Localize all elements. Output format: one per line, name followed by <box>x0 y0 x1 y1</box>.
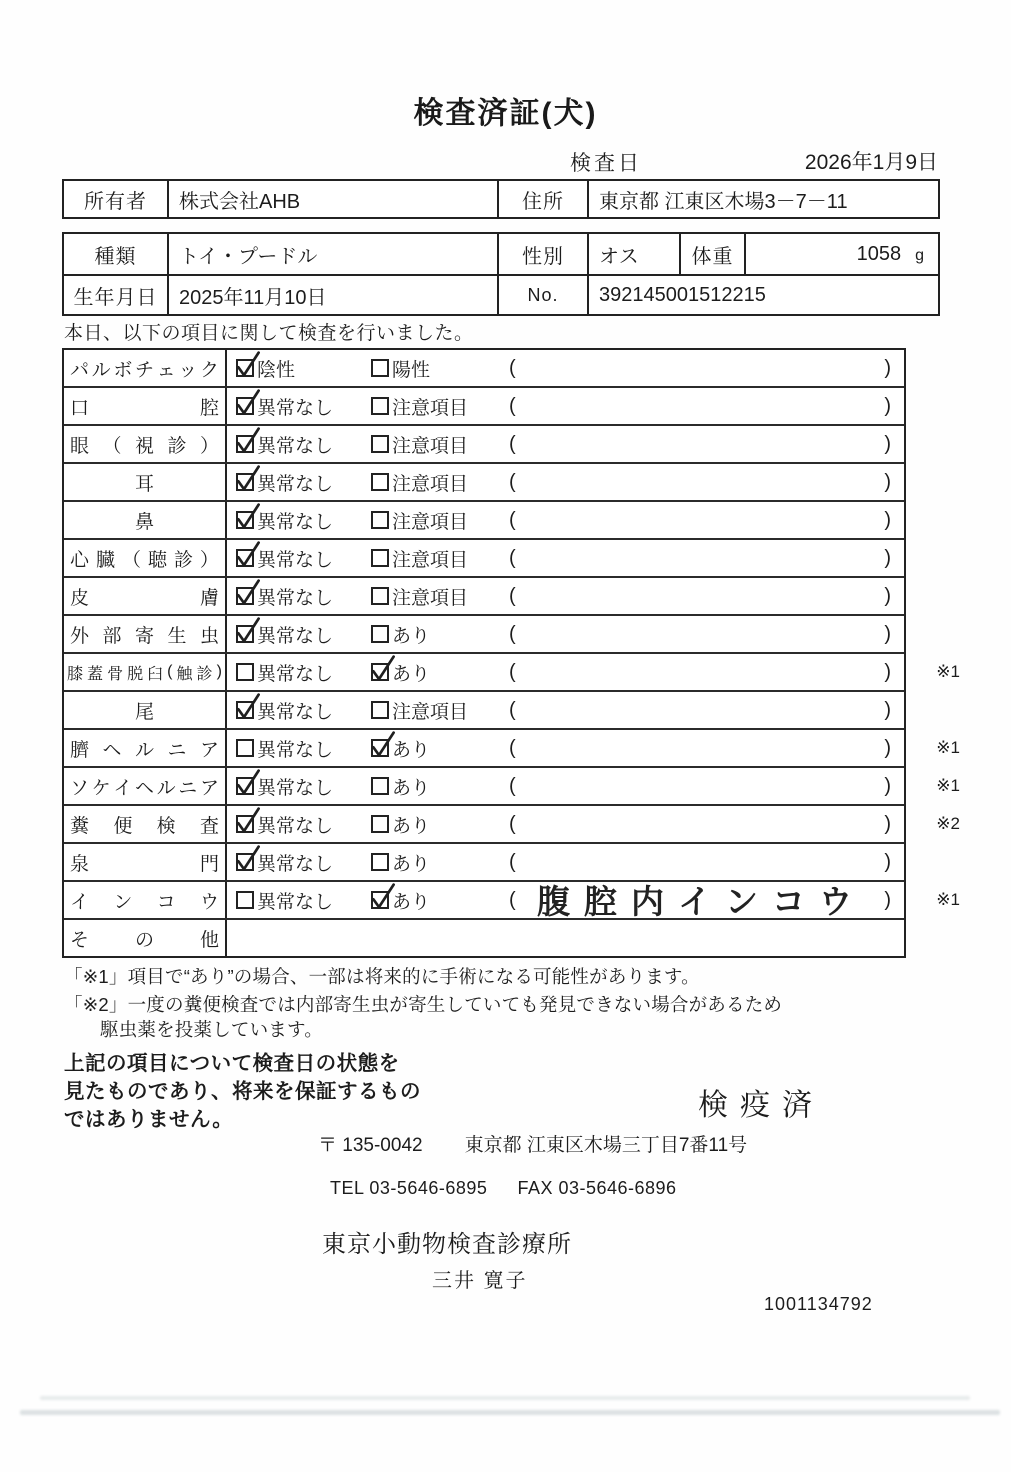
clinic-phone-line <box>330 1178 677 1199</box>
option-2 <box>371 350 430 386</box>
option-label: 異常なし <box>257 435 334 457</box>
option-label: 異常なし <box>257 815 334 837</box>
exam-row-content <box>229 616 904 652</box>
empty-checkbox-icon <box>371 701 389 719</box>
option-1 <box>236 654 333 690</box>
option-1 <box>236 806 333 842</box>
address-value: 東京都 江東区木場3－7－11 <box>587 181 938 217</box>
option-2 <box>371 502 468 538</box>
no-value: 392145001512215 <box>587 276 938 314</box>
option-1 <box>236 882 333 918</box>
exam-row-content <box>229 388 904 424</box>
exam-row <box>64 730 960 768</box>
weight-value: 1058 <box>856 242 902 265</box>
handwritten-remark: 腹腔内インコウ <box>537 881 866 921</box>
owner-table <box>62 179 940 219</box>
checked-checkbox-icon <box>236 397 254 415</box>
option-2 <box>371 464 468 500</box>
option-1 <box>236 388 333 424</box>
paren-close: ) <box>884 394 891 417</box>
paren-open: ( <box>509 356 516 379</box>
empty-checkbox-icon <box>371 511 389 529</box>
exam-row-content <box>229 768 904 804</box>
birth-value: 2025年11月10日 <box>167 276 497 314</box>
disclaimer-line1: 上記の項目について検査日の状態を <box>64 1052 400 1075</box>
option-2 <box>371 426 468 462</box>
exam-row <box>64 502 904 540</box>
option-label: あり <box>392 853 431 875</box>
paren-open: ( <box>509 660 516 683</box>
option-2 <box>371 578 468 614</box>
exam-row-note: ※1 <box>936 776 960 795</box>
exam-row-note: ※2 <box>936 814 960 833</box>
inspection-date-value: 2026年1月9日 <box>804 151 938 174</box>
paren-open: ( <box>509 470 516 493</box>
empty-checkbox-icon <box>371 549 389 567</box>
option-1 <box>236 692 333 728</box>
option-1 <box>236 464 333 500</box>
paren-open: ( <box>509 394 516 417</box>
option-label: 異常なし <box>257 625 334 647</box>
clinic-postal-line <box>318 1130 747 1157</box>
option-label: 異常なし <box>257 853 334 875</box>
empty-checkbox-icon <box>371 625 389 643</box>
exam-row <box>64 654 960 692</box>
exam-item-label: イ ン コ ウ <box>64 882 227 918</box>
option-label: 異常なし <box>257 473 334 495</box>
paren-open: ( <box>509 812 516 835</box>
footnote-2-line1: 「※2」一度の糞便検査では内部寄生虫が寄生していても発見できない場合があるため <box>64 994 783 1015</box>
weight-label: 体重 <box>679 234 744 274</box>
checked-checkbox-icon <box>236 701 254 719</box>
option-label: 注意項目 <box>392 397 469 419</box>
empty-checkbox-icon <box>236 663 254 681</box>
option-1 <box>236 768 333 804</box>
veterinarian-name: 三井 寛子 <box>432 1270 528 1292</box>
checked-checkbox-icon <box>236 815 254 833</box>
sex-value: オス <box>587 234 679 274</box>
paren-close: ) <box>884 622 891 645</box>
option-2 <box>371 654 430 690</box>
scan-artifact <box>40 1396 970 1400</box>
exam-item-label: ソ ケ イ ヘ ル ニ ア <box>64 768 227 804</box>
checked-checkbox-icon <box>371 663 389 681</box>
exam-row <box>64 388 904 426</box>
option-label: 異常なし <box>257 397 334 419</box>
inspection-date-label: 検査日 <box>570 152 642 175</box>
option-1 <box>236 616 333 652</box>
exam-table <box>62 348 960 958</box>
exam-row-note: ※1 <box>936 890 960 909</box>
empty-checkbox-icon <box>371 473 389 491</box>
empty-checkbox-icon <box>236 739 254 757</box>
option-2 <box>371 540 468 576</box>
owner-value: 株式会社AHB <box>167 181 497 217</box>
option-label: あり <box>392 625 431 647</box>
paren-open: ( <box>509 622 516 645</box>
exam-item-label: 糞 便 検 査 <box>64 806 227 842</box>
pet-info-table <box>62 232 940 316</box>
option-label: 異常なし <box>257 663 334 685</box>
exam-row <box>64 881 960 921</box>
exam-row-content <box>229 502 904 538</box>
exam-item-label: 心 臓 （ 聴 診 ） <box>64 540 227 576</box>
scan-artifact <box>20 1410 1000 1415</box>
paren-close: ) <box>884 736 891 759</box>
option-2 <box>371 806 430 842</box>
paren-open: ( <box>509 698 516 721</box>
page-title: 検査済証(犬) <box>413 97 598 130</box>
exam-item-label: 臍 ヘ ル ニ ア <box>64 730 227 766</box>
exam-item-label: 尾 <box>64 692 227 728</box>
option-label: 注意項目 <box>392 511 469 533</box>
clinic-fax: FAX 03-5646-6896 <box>517 1178 677 1198</box>
paren-close: ) <box>884 356 891 379</box>
option-label: あり <box>392 663 431 685</box>
exam-item-label: 外 部 寄 生 虫 <box>64 616 227 652</box>
disclaimer-line2: 見たものであり、将来を保証するもの <box>64 1080 421 1103</box>
exam-row <box>64 350 904 388</box>
paren-open: ( <box>509 774 516 797</box>
paren-open: ( <box>509 432 516 455</box>
option-label: 陰性 <box>257 359 296 381</box>
paren-close: ) <box>884 812 891 835</box>
paren-close: ) <box>884 774 891 797</box>
option-label: 注意項目 <box>392 473 469 495</box>
checked-checkbox-icon <box>236 359 254 377</box>
exam-item-label: 鼻 <box>64 502 227 538</box>
option-1 <box>236 350 295 386</box>
empty-checkbox-icon <box>236 891 254 909</box>
document-code: 1001134792 <box>764 1294 873 1314</box>
exam-row-note: ※1 <box>936 662 960 681</box>
checked-checkbox-icon <box>236 853 254 871</box>
checked-checkbox-icon <box>236 511 254 529</box>
disclaimer-line3: ではありません。 <box>64 1108 234 1131</box>
option-label: 異常なし <box>257 891 334 913</box>
paren-close: ) <box>884 584 891 607</box>
empty-checkbox-icon <box>371 435 389 453</box>
exam-row-content <box>229 426 904 462</box>
paren-open: ( <box>509 888 516 911</box>
exam-row-content <box>229 692 904 728</box>
clinic-name: 東京小動物検査診療所 <box>322 1231 572 1258</box>
empty-checkbox-icon <box>371 359 389 377</box>
checked-checkbox-icon <box>236 587 254 605</box>
address-label: 住所 <box>497 181 587 217</box>
paren-close: ) <box>884 432 891 455</box>
exam-item-label: 泉 門 <box>64 844 227 880</box>
option-label: 注意項目 <box>392 549 469 571</box>
exam-row <box>64 768 960 806</box>
option-2 <box>371 616 430 652</box>
paren-open: ( <box>509 584 516 607</box>
exam-row-content <box>229 540 904 576</box>
exam-item-label: パ ル ボ チ ェ ッ ク <box>64 350 227 386</box>
sex-label: 性別 <box>497 234 587 274</box>
breed-label: 種類 <box>94 245 137 268</box>
option-label: 陽性 <box>392 359 431 381</box>
paren-open: ( <box>509 546 516 569</box>
option-1 <box>236 502 333 538</box>
exam-row <box>64 578 904 616</box>
no-label: No. <box>497 276 587 314</box>
checked-checkbox-icon <box>371 891 389 909</box>
paren-open: ( <box>509 508 516 531</box>
option-label: 異常なし <box>257 777 334 799</box>
option-2 <box>371 844 430 880</box>
footnote-2-line2: 駆虫薬を投薬しています。 <box>100 1019 323 1040</box>
exam-row-content <box>229 464 904 500</box>
option-label: 異常なし <box>257 701 334 723</box>
footnote-1: 「※1」項目で“あり”の場合、一部は将来的に手術になる可能性があります。 <box>64 966 700 987</box>
paren-close: ) <box>884 850 891 873</box>
exam-row-content <box>229 654 904 690</box>
exam-row <box>64 426 904 464</box>
option-label: あり <box>392 891 431 913</box>
exam-row-content <box>229 881 904 921</box>
empty-checkbox-icon <box>371 853 389 871</box>
exam-row-content <box>229 578 904 614</box>
option-label: 異常なし <box>257 739 334 761</box>
option-2 <box>371 692 468 728</box>
paren-close: ) <box>884 470 891 493</box>
exam-row-content <box>229 730 904 766</box>
clinic-address: 東京都 江東区木場三丁目7番11号 <box>464 1135 748 1156</box>
exam-item-label: 膝 蓋 骨 脱 臼 ( 触 診 ) <box>64 654 227 690</box>
option-1 <box>236 730 333 766</box>
exam-item-label: 眼 （ 視 診 ） <box>64 426 227 462</box>
option-label: 注意項目 <box>392 701 469 723</box>
option-label: 異常なし <box>257 549 334 571</box>
option-label: 注意項目 <box>392 435 469 457</box>
exam-row <box>64 464 904 502</box>
option-2 <box>371 730 430 766</box>
option-label: 異常なし <box>257 511 334 533</box>
clinic-tel: TEL 03-5646-6895 <box>330 1178 488 1198</box>
paren-close: ) <box>884 508 891 531</box>
owner-label: 所有者 <box>84 190 147 213</box>
option-1 <box>236 426 333 462</box>
postal-code: 〒 135-0042 <box>318 1135 423 1156</box>
paren-close: ) <box>884 546 891 569</box>
empty-checkbox-icon <box>371 777 389 795</box>
intro-text: 本日、以下の項目に関して検査を行いました。 <box>64 323 474 344</box>
option-2 <box>371 388 468 424</box>
checked-checkbox-icon <box>236 777 254 795</box>
exam-row <box>64 806 960 844</box>
option-label: 異常なし <box>257 587 334 609</box>
option-1 <box>236 844 333 880</box>
option-2 <box>371 882 430 918</box>
exam-row-content <box>229 350 904 386</box>
checked-checkbox-icon <box>236 473 254 491</box>
empty-checkbox-icon <box>371 397 389 415</box>
exam-row-content <box>229 806 904 842</box>
checked-checkbox-icon <box>371 739 389 757</box>
exam-row-content <box>229 920 904 956</box>
exam-row <box>64 540 904 578</box>
exam-row <box>64 616 904 654</box>
birth-label: 生年月日 <box>73 286 158 309</box>
exam-item-label: 口 腔 <box>64 388 227 424</box>
empty-checkbox-icon <box>371 815 389 833</box>
checked-checkbox-icon <box>236 435 254 453</box>
exam-row <box>64 920 904 956</box>
checked-checkbox-icon <box>236 549 254 567</box>
paren-close: ) <box>884 698 891 721</box>
exam-item-label: 耳 <box>64 464 227 500</box>
option-label: あり <box>392 777 431 799</box>
exam-item-label: そ の 他 <box>64 920 227 956</box>
paren-open: ( <box>509 736 516 759</box>
breed-value: トイ・プードル <box>167 234 497 274</box>
exam-item-label: 皮 膚 <box>64 578 227 614</box>
option-1 <box>236 578 333 614</box>
empty-checkbox-icon <box>371 587 389 605</box>
exam-row <box>64 692 904 730</box>
paren-open: ( <box>509 850 516 873</box>
exam-row-note: ※1 <box>936 738 960 757</box>
checked-checkbox-icon <box>236 625 254 643</box>
option-2 <box>371 768 430 804</box>
weight-cell <box>744 234 938 274</box>
quarantine-stamp: 検疫済 <box>698 1089 824 1122</box>
option-1 <box>236 540 333 576</box>
option-label: あり <box>392 815 431 837</box>
paren-close: ) <box>884 660 891 683</box>
paren-close: ) <box>884 888 891 911</box>
option-label: あり <box>392 739 431 761</box>
option-label: 注意項目 <box>392 587 469 609</box>
weight-unit: g <box>915 247 924 264</box>
